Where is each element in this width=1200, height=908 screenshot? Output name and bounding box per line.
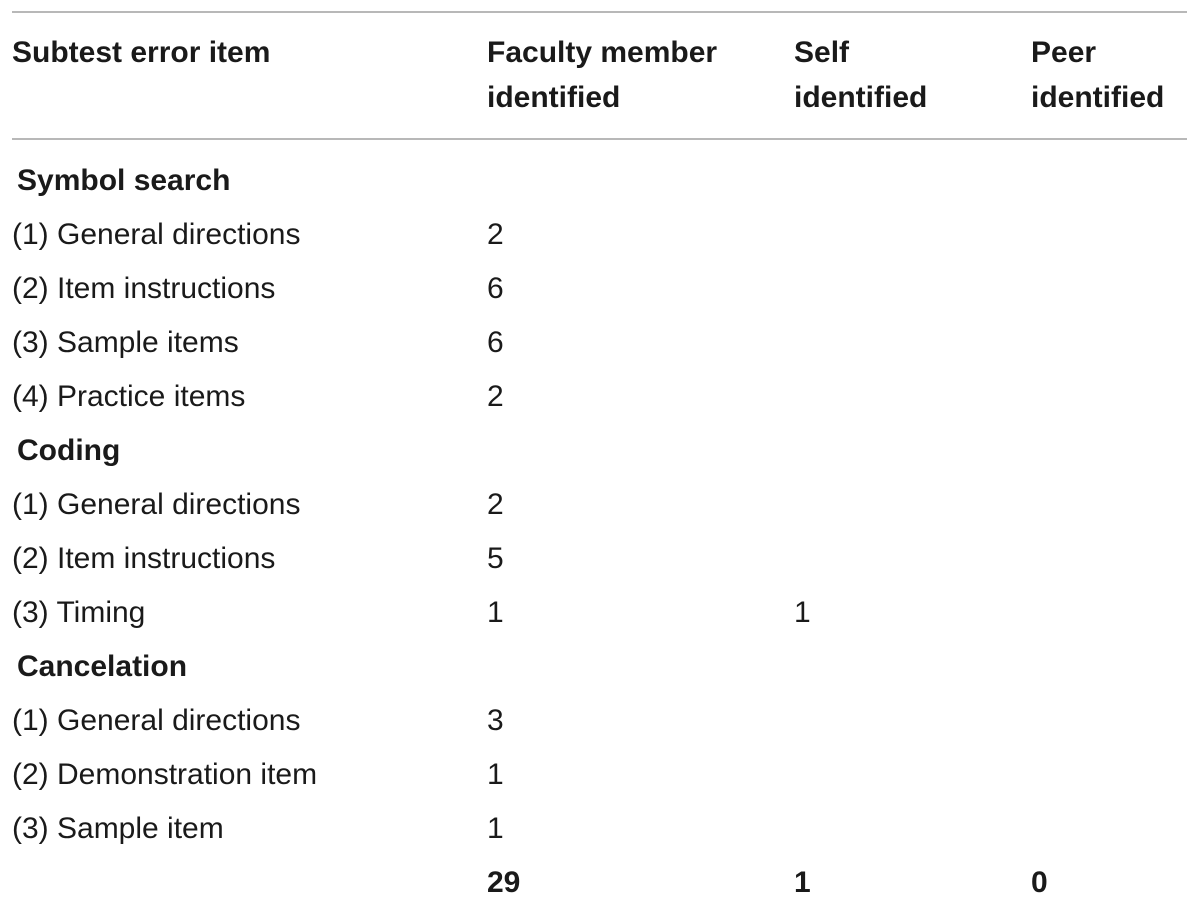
row-faculty-count: 1 [487,812,504,845]
header-bottom-rule [12,138,1187,140]
row-self-count: 1 [794,596,811,629]
row-faculty-count: 6 [487,326,504,359]
row-item-label: (2) Demonstration item [12,758,318,791]
row-faculty-count: 2 [487,488,504,521]
total-peer-count: 0 [1031,866,1048,899]
header-peer-identified: Peer identified [1031,36,1165,114]
section-title-symbol-search: Symbol search [17,164,231,197]
section-title-coding: Coding [17,434,121,467]
total-self-count: 1 [794,866,811,899]
row-item-label: (3) Timing [12,596,146,629]
row-item-label: (1) General directions [12,488,301,521]
section-title-cancelation: Cancelation [17,650,188,683]
row-item-label: (1) General directions [12,218,301,251]
row-faculty-count: 3 [487,704,504,737]
row-faculty-count: 6 [487,272,504,305]
total-faculty-count: 29 [487,866,521,899]
row-item-label: (2) Item instructions [12,542,276,575]
row-item-label: (3) Sample items [12,326,239,359]
header-self-identified: Self identified [794,36,928,114]
row-faculty-count: 1 [487,758,504,791]
row-faculty-count: 2 [487,380,504,413]
row-faculty-count: 2 [487,218,504,251]
row-item-label: (1) General directions [12,704,301,737]
row-faculty-count: 1 [487,596,504,629]
row-item-label: (2) Item instructions [12,272,276,305]
header-subtest-error-item: Subtest error item [12,36,271,69]
row-item-label: (4) Practice items [12,380,246,413]
row-item-label: (3) Sample item [12,812,224,845]
table-top-rule [12,11,1187,13]
header-faculty-member-identified: Faculty member identified [487,36,718,114]
row-faculty-count: 5 [487,542,504,575]
